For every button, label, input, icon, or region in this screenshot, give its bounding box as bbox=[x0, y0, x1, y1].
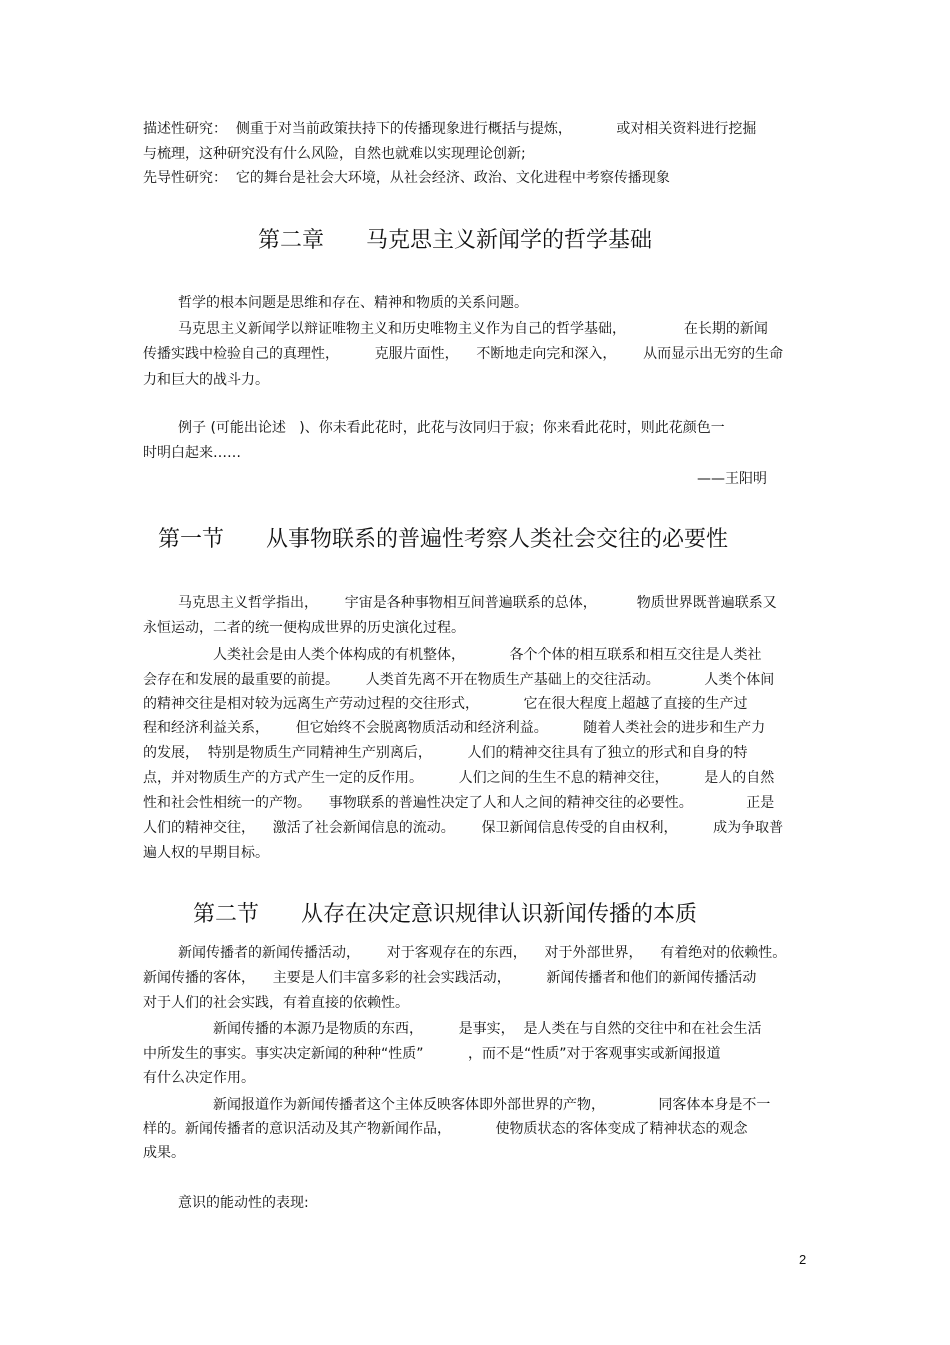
paragraph-line: 会存在和发展的最重要的前提。 人类首先离不开在物质生产基础上的交往活动。 人类个体间 bbox=[143, 672, 775, 688]
paragraph-line: 遍人权的早期目标。 bbox=[143, 845, 269, 861]
paragraph-line: 人类社会是由人类个体构成的有机整体， 各个个体的相互联系和相互交往是人类社 bbox=[213, 647, 762, 663]
paragraph-line: 有什么决定作用。 bbox=[143, 1070, 255, 1086]
paragraph-line: 马克思主义哲学指出， 宇宙是各种事物相互间普遍联系的总体， 物质世界既普遍联系又 bbox=[178, 595, 777, 611]
paragraph-line: 新闻报道作为新闻传播者这个主体反映客体即外部世界的产物， 同客体本身是不一 bbox=[213, 1097, 771, 1113]
paragraph-line: 样的。新闻传播者的意识活动及其产物新闻作品， 使物质状态的客体变成了精神状态的观念 bbox=[143, 1121, 748, 1137]
intro-line: 与梳理，这种研究没有什么风险，自然也就难以实现理论创新; bbox=[143, 146, 526, 162]
paragraph-line: 永恒运动，二者的统一便构成世界的历史演化过程。 bbox=[143, 620, 465, 636]
paragraph-line: 新闻传播的本源乃是物质的东西， 是事实， 是人类在与自然的交往中和在社会生活 bbox=[213, 1021, 762, 1037]
paragraph-line: 马克思主义新闻学以辩证唯物主义和历史唯物主义作为自己的哲学基础， 在长期的新闻 bbox=[178, 321, 768, 337]
example-line: 例子 (可能出论述 )、你未看此花时，此花与汝同归于寂；你来看此花时，则此花颜色一 bbox=[178, 420, 725, 436]
paragraph-line: 新闻传播者的新闻传播活动， 对于客观存在的东西， 对于外部世界， 有着绝对的依赖性。 bbox=[178, 945, 787, 961]
paragraph-line: 对于人们的社会实践，有着直接的依赖性。 bbox=[143, 995, 409, 1011]
paragraph-line: 人们的精神交往， 激活了社会新闻信息的流动。 保卫新闻信息传受的自由权利， 成为争取普 bbox=[143, 820, 784, 836]
paragraph-line: 传播实践中检验自己的真理性， 克服片面性， 不断地走向完和深入， 从而显示出无穷的生命 bbox=[143, 346, 784, 362]
paragraph-line: 的精神交往是相对较为远离生产劳动过程的交往形式， 它在很大程度上超越了直接的生产过 bbox=[143, 696, 748, 712]
section-title: 第二节 从存在决定意识规律认识新闻传播的本质 bbox=[193, 902, 697, 927]
intro-line: 先导性研究： 它的舞台是社会大环境，从社会经济、政治、文化进程中考察传播现象 bbox=[143, 170, 670, 186]
paragraph-line: 的发展， 特别是物质生产同精神生产别离后， 人们的精神交往具有了独立的形式和自身的特 bbox=[143, 745, 748, 761]
closing-line: 意识的能动性的表现: bbox=[178, 1195, 309, 1211]
section-title: 第一节 从事物联系的普遍性考察人类社会交往的必要性 bbox=[158, 527, 728, 552]
page-number: 2 bbox=[799, 1252, 807, 1267]
intro-line: 描述性研究： 侧重于对当前政策扶持下的传播现象进行概括与提炼， 或对相关资料进行挖掘 bbox=[143, 121, 757, 137]
paragraph-line: 程和经济利益关系， 但它始终不会脱离物质活动和经济利益。 随着人类社会的进步和生产力 bbox=[143, 720, 766, 736]
paragraph-line: 成果。 bbox=[143, 1145, 185, 1161]
paragraph-line: 性和社会性相统一的产物。 事物联系的普遍性决定了人和人之间的精神交往的必要性。 正是 bbox=[143, 795, 775, 811]
attribution: ——王阳明 bbox=[697, 471, 767, 487]
paragraph-line: 力和巨大的战斗力。 bbox=[143, 372, 269, 388]
example-line: 时明白起来…… bbox=[143, 445, 241, 461]
paragraph-line: 点，并对物质生产的方式产生一定的反作用。 人们之间的生生不息的精神交往， 是人的自然 bbox=[143, 770, 775, 786]
paragraph-line: 哲学的根本问题是思维和存在、精神和物质的关系问题。 bbox=[178, 295, 528, 311]
chapter-title: 第二章 马克思主义新闻学的哲学基础 bbox=[258, 228, 652, 253]
paragraph-line: 新闻传播的客体， 主要是人们丰富多彩的社会实践活动， 新闻传播者和他们的新闻传播活动 bbox=[143, 970, 757, 986]
paragraph-line: 中所发生的事实。事实决定新闻的种种“性质” ，而不是“性质”对于客观事实或新闻报道 bbox=[143, 1046, 721, 1062]
